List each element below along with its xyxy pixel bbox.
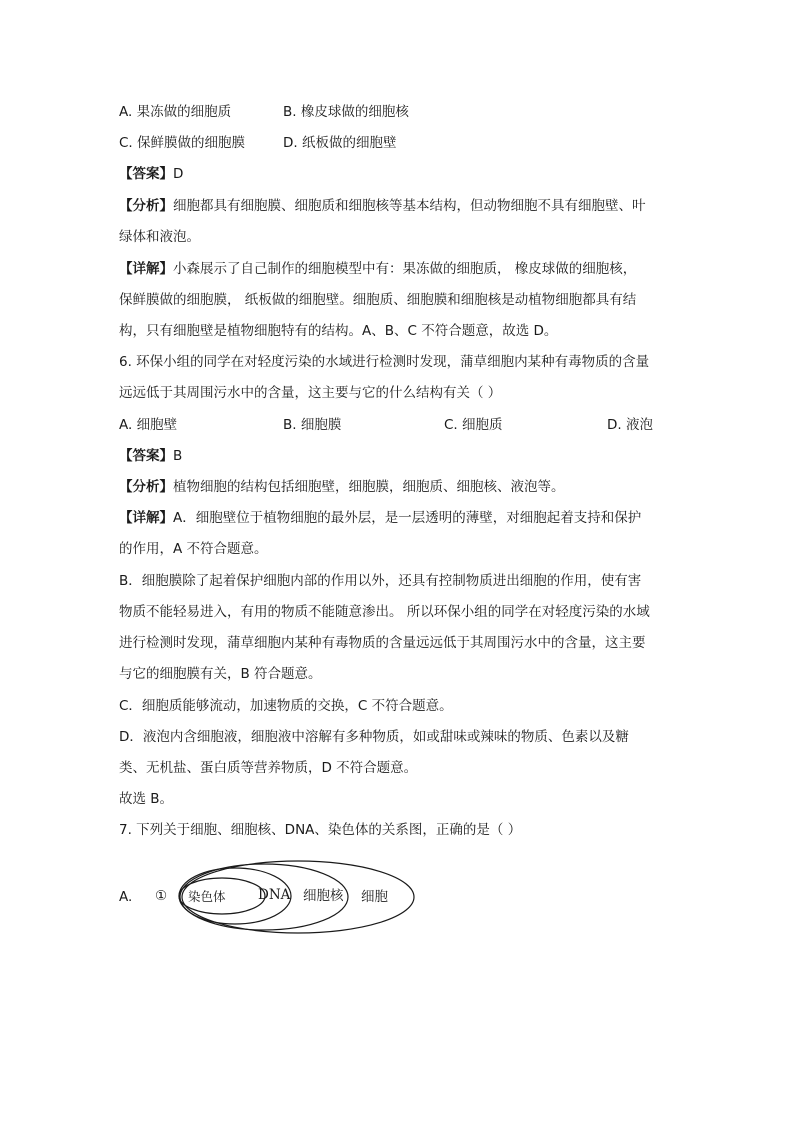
- q7-stem: 7. 下列关于细胞、细胞核、DNA、染色体的关系图，正确的是（ ）: [119, 822, 522, 838]
- q5-option-b: B. 橡皮球做的细胞核: [283, 104, 409, 120]
- q5-answer-line: [119, 165, 183, 183]
- analysis-text: 细胞都具有细胞膜、细胞质和细胞核等基本结构，但动物细胞不具有细胞壁、叶: [173, 198, 646, 214]
- nesting-diagram: [112, 860, 422, 940]
- detail-tag: 【详解】: [119, 510, 173, 526]
- q6-stem-line-2: 远远低于其周围污水中的含量，这主要与它的什么结构有关（ ）: [119, 385, 502, 401]
- q6-conclusion: 故选 B。: [119, 791, 174, 807]
- q6-detail-c-line: C．细胞质能够流动，加速物质的交换，C 不符合题意。: [119, 698, 453, 714]
- q6-detail-b-line-3: 进行检测时发现，蒲草细胞内某种有毒物质的含量远远低于其周围污水中的含量，这主要: [119, 635, 646, 651]
- q6-option-a: A. 细胞壁: [119, 417, 178, 433]
- label-nucleus: 细胞核: [303, 888, 344, 904]
- q6-option-d: D. 液泡: [607, 417, 653, 433]
- q5-option-c: C. 保鲜膜做的细胞膜: [119, 135, 246, 151]
- q5-analysis-line-2: 绿体和液泡。: [119, 229, 200, 245]
- detail-text: 小森展示了自己制作的细胞模型中有：果冻做的细胞质， 橡皮球做的细胞核，: [173, 261, 637, 277]
- q5-option-d: D. 纸板做的细胞壁: [283, 135, 397, 151]
- analysis-text: 植物细胞的结构包括细胞壁，细胞膜，细胞质、细胞核、液泡等。: [173, 479, 565, 495]
- answer-tag: 【答案】: [119, 448, 173, 464]
- q5-option-a: A. 果冻做的细胞质: [119, 104, 232, 120]
- q7-option-a-letter: A.: [119, 889, 133, 905]
- label-chromosome: 染色体: [188, 889, 226, 904]
- q6-answer-line: [119, 447, 182, 465]
- q5-detail-line-3: 构，只有细胞壁是植物细胞特有的结构。A、B、C 不符合题意，故选 D。: [119, 323, 558, 339]
- q5-analysis-line-1: [119, 197, 646, 215]
- detail-text: A．细胞壁位于植物细胞的最外层，是一层透明的薄壁，对细胞起着支持和保护: [173, 510, 642, 526]
- q6-stem-line-1: 6. 环保小组的同学在对轻度污染的水域进行检测时发现，蒲草细胞内某种有毒物质的含量: [119, 354, 650, 370]
- analysis-tag: 【分析】: [119, 198, 173, 214]
- detail-tag: 【详解】: [119, 261, 173, 277]
- q6-detail-d-line-2: 类、无机盐、蛋白质等营养物质，D 不符合题意。: [119, 760, 418, 776]
- q6-detail-a-line-2: 的作用，A 不符合题意。: [119, 541, 268, 557]
- label-cell: 细胞: [361, 889, 388, 905]
- q6-option-c: C. 细胞质: [444, 417, 503, 433]
- q6-detail-b-line-2: 物质不能轻易进入，有用的物质不能随意渗出。 所以环保小组的同学在对轻度污染的水域: [119, 604, 650, 620]
- q6-detail-a-line-1: [119, 509, 641, 527]
- answer-value: B: [173, 448, 183, 464]
- q5-detail-line-1: [119, 260, 636, 278]
- q6-detail-b-line-4: 与它的细胞膜有关，B 符合题意。: [119, 666, 322, 682]
- q7-option-a-marker: ①: [155, 888, 168, 904]
- label-dna: DNA: [258, 887, 291, 903]
- q6-option-b: B. 细胞膜: [283, 417, 342, 433]
- answer-value: D: [173, 166, 184, 182]
- q6-analysis-line: [119, 478, 565, 496]
- q6-detail-b-line-1: B．细胞膜除了起着保护细胞内部的作用以外，还具有控制物质进出细胞的作用，使有害: [119, 573, 642, 589]
- answer-tag: 【答案】: [119, 166, 173, 182]
- analysis-tag: 【分析】: [119, 479, 173, 495]
- q5-detail-line-2: 保鲜膜做的细胞膜， 纸板做的细胞壁。细胞质、细胞膜和细胞核是动植物细胞都具有结: [119, 292, 637, 308]
- q6-detail-d-line-1: D．液泡内含细胞液，细胞液中溶解有多种物质，如或甜味或辣味的物质、色素以及糖: [119, 729, 629, 745]
